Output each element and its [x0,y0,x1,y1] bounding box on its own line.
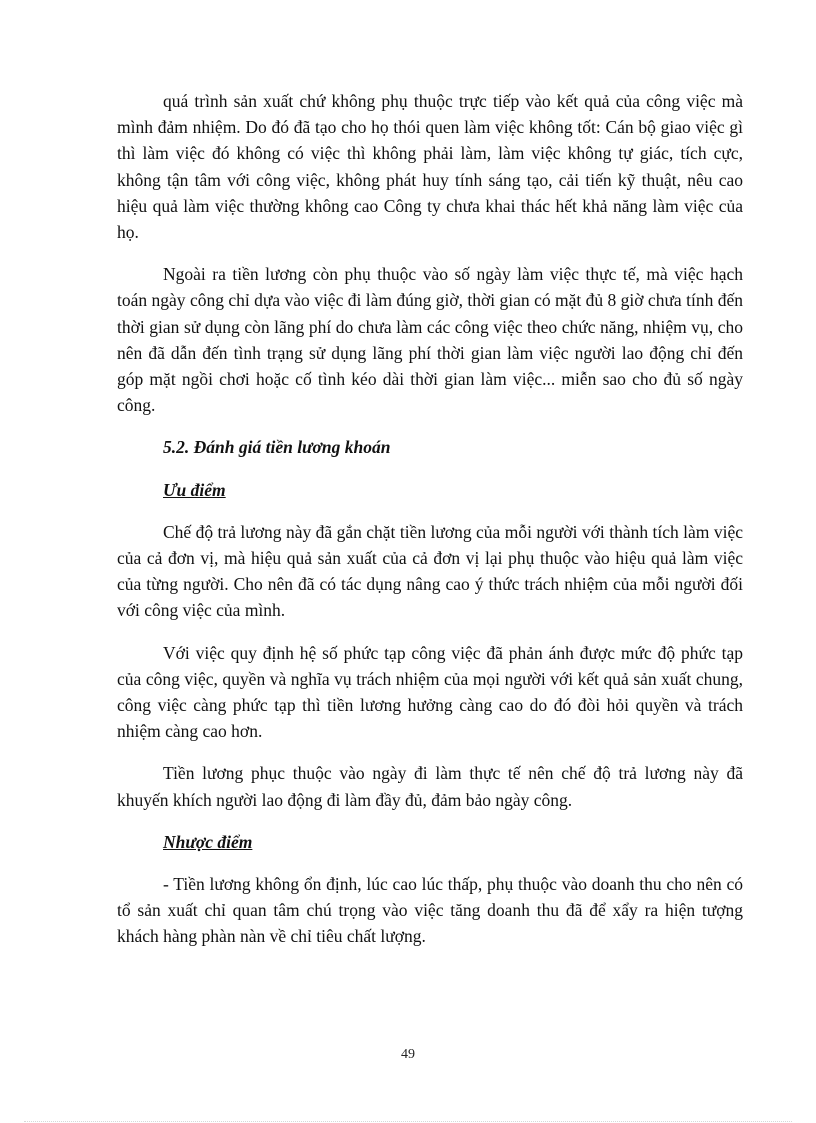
page-content [117,88,743,966]
disadvantages-heading [117,829,743,855]
paragraph-4: Với việc quy định hệ số phức tạp công việc đã phản ánh được mức độ phức tạp của công việc, quyền và nghĩa vụ trách nhiệm của mọi người với kết quả sản xuất chung, công việc càng phức tạp thì tiền lương hưởng càng cao do đó đòi hỏi quyền và trách nhiệm càng cao hơn. [117,642,743,742]
paragraph-5: Tiền lương phục thuộc vào ngày đi làm thực tế nên chế độ trả lương này đã khuyến khích người lao động đi làm đầy đủ, đảm bảo ngày công. [117,763,743,810]
paragraph-1: quá trình sản xuất chứ không phụ thuộc trực tiếp vào kết quả của công việc mà mình đảm nhiệm. Do đó đã tạo cho họ thói quen làm việc không tốt: Cán bộ giao việc gì thì làm việc đó không có việc thì không phải làm, làm việc không tự giác, tích cực, không tận tâm với công việc, không phát huy tính sáng tạo, cải tiến kỹ thuật, nêu cao hiệu quả làm việc thường không cao Công ty chưa khai thác hết khả năng làm việc của họ. [117,91,743,243]
footer-dotted-rule [24,1121,792,1122]
page-number: 49 [401,1047,415,1062]
paragraph-2: Ngoài ra tiền lương còn phụ thuộc vào số ngày làm việc thực tế, mà việc hạch toán ngày công chỉ dựa vào việc đi làm đúng giờ, thời gian có mặt đủ 8 giờ chưa tính đến thời gian sử dụng còn lãng phí do chưa làm các công việc theo chức năng, nhiệm vụ, cho nên đã dẫn đến tình trạng sử dụng lãng phí thời gian làm việc người lao động chỉ đến góp mặt ngồi chơi hoặc cố tình kéo dài thời gian làm việc... miễn sao cho đủ số ngày công. [117,264,743,416]
advantages-heading [117,477,743,503]
disadvantages-title: Nhược điểm [163,831,253,852]
paragraph-3: Chế độ trả lương này đã gắn chặt tiền lương của mỗi người với thành tích làm việc của cả đơn vị, mà hiệu quả sản xuất của cả đơn vị lại phụ thuộc vào hiệu quả làm việc của từng người. Cho nên đã có tác dụng nâng cao ý thức trách nhiệm của mỗi người đối với công việc của mình. [117,521,743,621]
section-heading: 5.2. Đánh giá tiền lương khoán [163,437,391,458]
advantages-title: Ưu điểm [163,479,226,500]
paragraph-6: - Tiền lương không ổn định, lúc cao lúc thấp, phụ thuộc vào doanh thu cho nên có tổ sản xuất chỉ quan tâm chú trọng vào việc tăng doanh thu đã để xẩy ra hiện tượng khách hàng phàn nàn về chỉ tiêu chất lượng. [117,874,743,947]
